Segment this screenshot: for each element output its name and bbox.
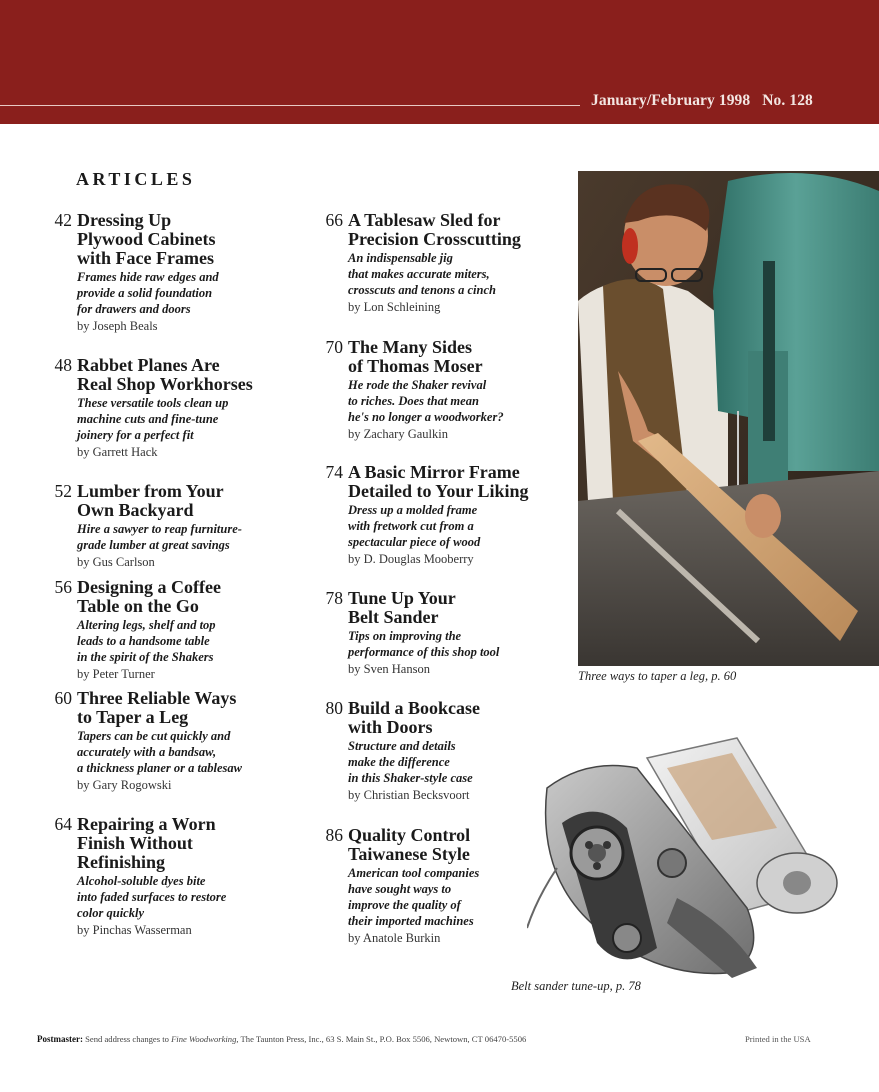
- article-description: Altering legs, shelf and top leads to a handsome table in the spirit of the Shakers: [77, 618, 216, 664]
- article-page: 60: [54, 688, 72, 708]
- article-78[interactable]: [325, 588, 563, 677]
- article-title: A Basic Mirror Frame Detailed to Your Liking: [348, 462, 529, 501]
- article-page: 56: [54, 577, 72, 597]
- article-description: Frames hide raw edges and provide a solid foundation for drawers and doors: [77, 270, 219, 316]
- article-page: 70: [325, 337, 343, 357]
- article-title: Lumber from Your Own Backyard: [77, 481, 224, 520]
- article-60[interactable]: [54, 688, 297, 793]
- postmaster-notice: Postmaster: Send address changes to Fine Woodworking, The Taunton Press, Inc., 63 S. Main St., P.O. Box 5506, Newtown, CT 06470-5506: [37, 1034, 527, 1044]
- article-title: Three Reliable Ways to Taper a Leg: [77, 688, 237, 727]
- banner-rule: [0, 105, 580, 106]
- belt-sander-illustration: [527, 728, 867, 986]
- article-description: Alcohol-soluble dyes bite into faded surfaces to restore color quickly: [77, 874, 227, 920]
- article-byline: by Gary Rogowski: [77, 778, 172, 792]
- article-byline: by D. Douglas Mooberry: [348, 552, 474, 566]
- article-byline: by Gus Carlson: [77, 555, 155, 569]
- article-description: These versatile tools clean up machine cuts and fine-tune joinery for a perfect fit: [77, 396, 229, 442]
- article-64[interactable]: [54, 814, 292, 938]
- issue-number: No. 128: [762, 92, 813, 109]
- article-byline: by Joseph Beals: [77, 319, 158, 333]
- printed-in: Printed in the USA: [745, 1034, 811, 1044]
- illustration-caption: Belt sander tune-up, p. 78: [511, 979, 641, 993]
- article-description: An indispensable jig that makes accurate miters, crosscuts and tenons a cinch: [348, 251, 496, 297]
- article-page: 52: [54, 481, 72, 501]
- article-byline: by Lon Schleining: [348, 300, 441, 314]
- article-page: 48: [54, 355, 72, 375]
- photo-caption: Three ways to taper a leg, p. 60: [578, 669, 737, 683]
- article-description: Dress up a molded frame with fretwork cut from a spectacular piece of wood: [348, 503, 481, 549]
- article-byline: by Christian Becksvoort: [348, 788, 470, 802]
- article-description: American tool companies have sought ways to improve the quality of their imported machines: [348, 866, 480, 928]
- postmaster-label: Postmaster:: [37, 1034, 83, 1044]
- article-52[interactable]: [54, 481, 292, 570]
- article-title: Tune Up Your Belt Sander: [348, 588, 456, 627]
- article-byline: by Peter Turner: [77, 667, 155, 681]
- article-byline: by Anatole Burkin: [348, 931, 441, 945]
- article-48[interactable]: [54, 355, 297, 460]
- article-byline: by Garrett Hack: [77, 445, 158, 459]
- header-banner: [0, 0, 879, 124]
- article-description: Structure and details make the difference in this Shaker-style case: [348, 739, 473, 785]
- article-description: Tapers can be cut quickly and accurately with a bandsaw, a thickness planer or a tablesaw: [77, 729, 242, 775]
- magazine-name: Fine Woodworking: [171, 1034, 237, 1044]
- article-description: He rode the Shaker revival to riches. Does that mean he's no longer a woodworker?: [348, 378, 504, 424]
- article-page: 42: [54, 210, 72, 230]
- article-title: The Many Sides of Thomas Moser: [348, 337, 483, 376]
- article-42[interactable]: [54, 210, 292, 334]
- article-title: Designing a Coffee Table on the Go: [77, 577, 221, 616]
- article-title: Quality Control Taiwanese Style: [348, 825, 471, 864]
- article-page: 78: [325, 588, 343, 608]
- article-66[interactable]: [325, 210, 563, 315]
- article-page: 64: [54, 814, 72, 834]
- article-page: 74: [325, 462, 343, 482]
- article-description: Hire a sawyer to reap furniture- grade lumber at great savings: [77, 522, 242, 552]
- issue-info: [591, 92, 813, 110]
- article-title: Repairing a Worn Finish Without Refinishing: [77, 814, 216, 872]
- article-title: Rabbet Planes Are Real Shop Workhorses: [77, 355, 253, 394]
- article-title: A Tablesaw Sled for Precision Crosscutting: [348, 210, 521, 249]
- article-74[interactable]: [325, 462, 563, 567]
- article-title: Dressing Up Plywood Cabinets with Face Frames: [77, 210, 216, 268]
- article-56[interactable]: [54, 577, 292, 682]
- article-byline: by Sven Hanson: [348, 662, 430, 676]
- article-page: 86: [325, 825, 343, 845]
- bandsaw-photo: [578, 171, 879, 666]
- article-byline: by Zachary Gaulkin: [348, 427, 448, 441]
- article-70[interactable]: [325, 337, 563, 442]
- section-title: ARTICLES: [76, 169, 196, 189]
- article-page: 80: [325, 698, 343, 718]
- article-title: Build a Bookcase with Doors: [348, 698, 481, 737]
- article-byline: by Pinchas Wasserman: [77, 923, 192, 937]
- article-page: 66: [325, 210, 343, 230]
- issue-date: January/February 1998: [591, 92, 751, 109]
- article-description: Tips on improving the performance of this shop tool: [348, 629, 500, 659]
